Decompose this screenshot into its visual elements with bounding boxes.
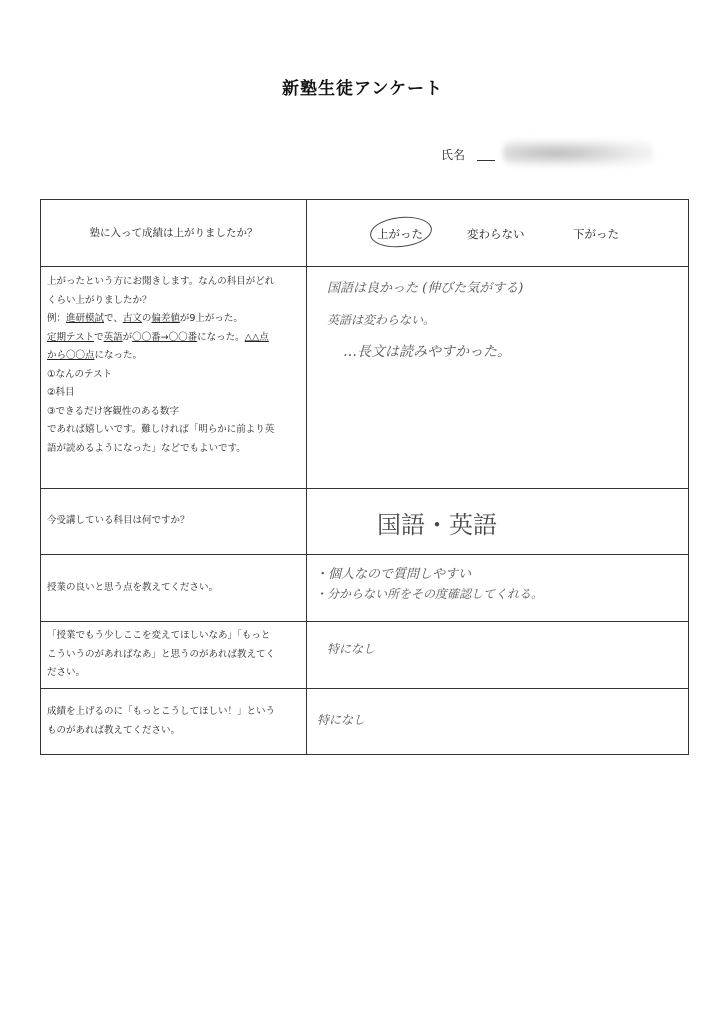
table-row bbox=[41, 555, 689, 622]
survey-table bbox=[40, 199, 689, 755]
answer-grades-improved bbox=[307, 200, 689, 267]
question-line: ものがあれば教えてください。 bbox=[47, 724, 181, 736]
table-row bbox=[41, 622, 689, 689]
question-example-line: 定期テストで英語が〇〇番→〇〇番になった。△△点 bbox=[47, 331, 269, 343]
page-title: 新塾生徒アンケート bbox=[282, 79, 443, 99]
answer-change-requests bbox=[307, 622, 689, 689]
question-line: 「授業でもう少しここを変えてほしいなあ」「もっと bbox=[47, 630, 271, 642]
question-improvement-wishes bbox=[41, 689, 307, 755]
question-line: ③できるだけ客観性のある数字 bbox=[47, 405, 180, 417]
question-line: こういうのがあればなあ」と思うのがあれば教えてく bbox=[47, 648, 276, 660]
question-which-subject bbox=[41, 267, 307, 489]
answer-which-subject bbox=[307, 267, 689, 489]
table-row bbox=[41, 689, 689, 755]
question-grades-improved: 塾に入って成績は上がりましたか？ bbox=[41, 200, 307, 267]
question-good-points: 授業の良いと思う点を教えてください。 bbox=[41, 555, 307, 622]
handwritten-answer: 国語は良かった (伸びた気がする) bbox=[327, 281, 524, 296]
question-current-subjects: 今受講している科目は何ですか？ bbox=[41, 489, 307, 555]
handwritten-answer: 特になし bbox=[327, 642, 376, 656]
name-underline bbox=[477, 160, 495, 161]
table-row bbox=[41, 200, 689, 267]
handwritten-answer: …長文は読みやすかった。 bbox=[343, 344, 511, 360]
answer-good-points bbox=[307, 555, 689, 622]
question-line: くらい上がりましたか？ bbox=[47, 294, 152, 306]
table-row bbox=[41, 489, 689, 555]
name-field bbox=[441, 146, 671, 166]
handwritten-answer: 特になし bbox=[317, 713, 366, 727]
question-line: 語が読めるようになった」などでもよいです。 bbox=[47, 442, 246, 454]
handwritten-answer: ・個人なので質問しやすい bbox=[315, 567, 472, 582]
question-line: ②科目 bbox=[47, 387, 75, 399]
question-example-line: から〇〇点になった。 bbox=[47, 350, 143, 362]
answer-current-subjects bbox=[307, 489, 689, 555]
option-no-change: 変わらない bbox=[467, 227, 525, 241]
option-went-down: 下がった bbox=[573, 227, 619, 241]
question-change-requests bbox=[41, 622, 307, 689]
question-line: 成績を上げるのに「もっとこうしてほしい！」という bbox=[47, 705, 276, 717]
handwritten-answer: ・分からない所をその度確認してくれる。 bbox=[315, 587, 544, 601]
option-went-up: 上がった bbox=[377, 227, 423, 241]
answer-improvement-wishes bbox=[307, 689, 689, 755]
question-line: 上がったという方にお聞きします。なんの科目がどれ bbox=[47, 276, 275, 287]
question-line: であれば嬉しいです。難しければ「明らかに前より英 bbox=[47, 424, 275, 436]
handwritten-answer: 英語は変わらない。 bbox=[327, 313, 436, 327]
question-example-line: 例：進研模試で、古文の偏差値が9上がった。 bbox=[47, 313, 243, 325]
redacted-name bbox=[503, 140, 653, 166]
name-label: 氏名 bbox=[441, 148, 466, 162]
handwritten-answer: 国語・英語 bbox=[377, 511, 497, 539]
table-row bbox=[41, 267, 689, 489]
question-line: ①なんのテスト bbox=[47, 368, 113, 380]
question-line: ださい。 bbox=[47, 667, 86, 679]
